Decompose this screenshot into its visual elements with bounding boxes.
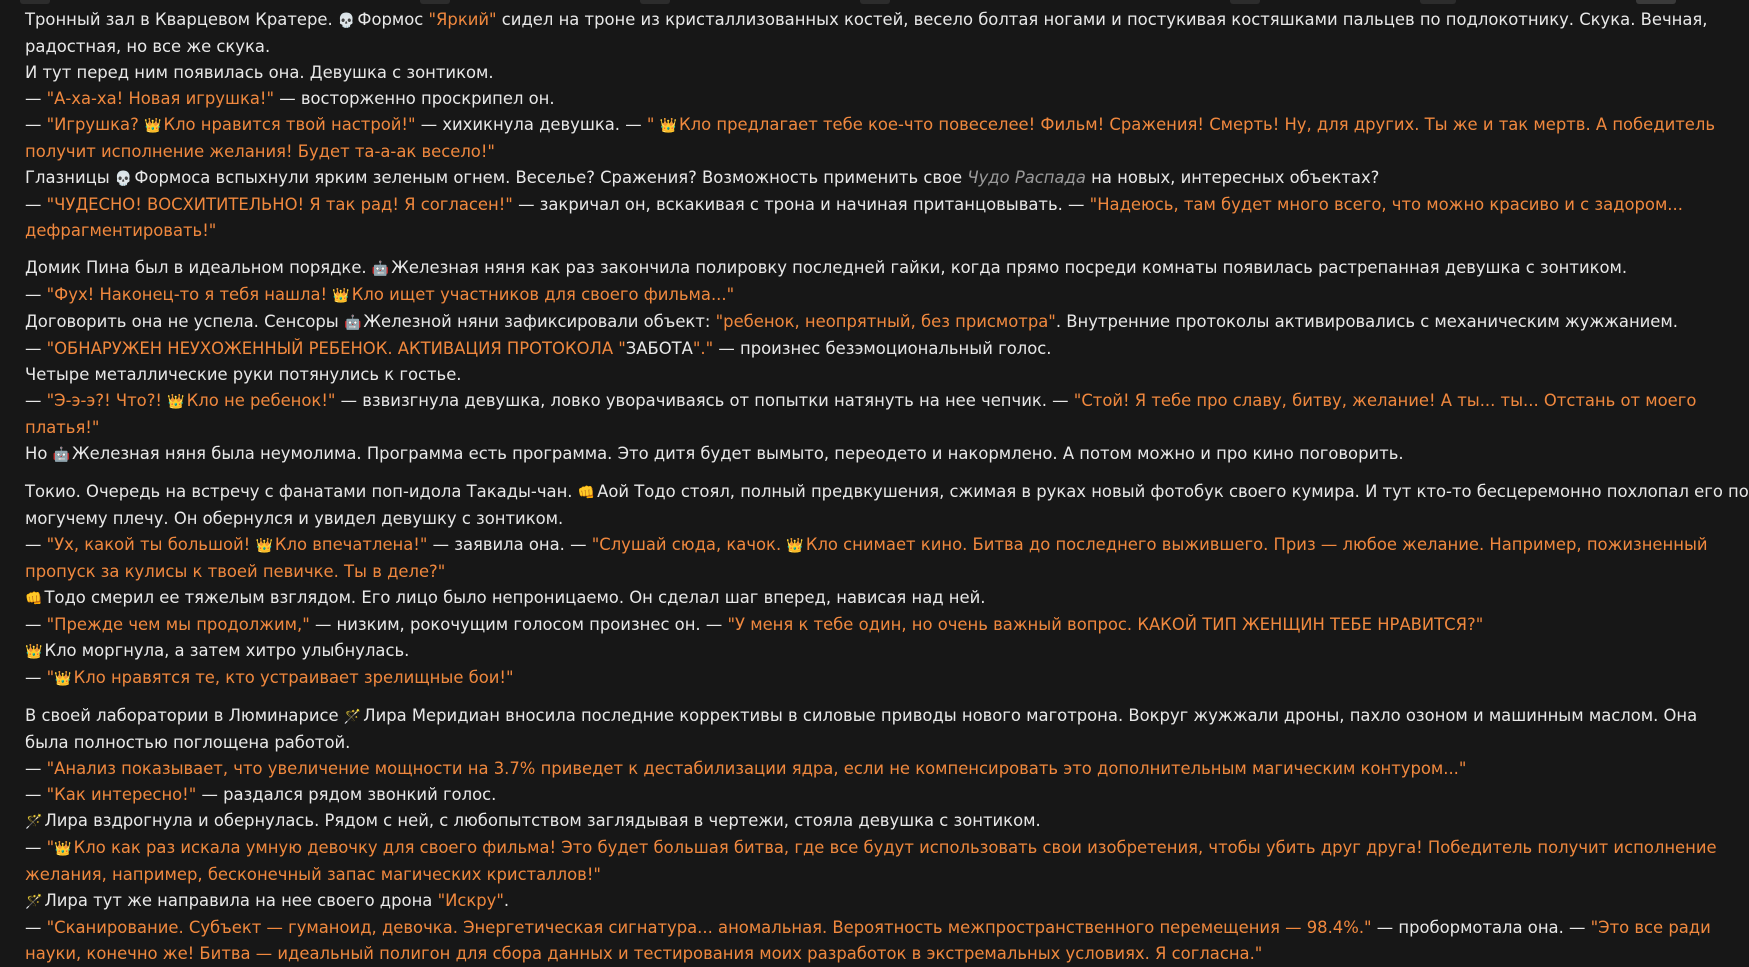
skull-icon: 💀 xyxy=(337,13,356,29)
robot-icon: 🤖 xyxy=(343,315,362,331)
toolbar-icon[interactable] xyxy=(640,0,670,4)
crown-icon: 👑 xyxy=(332,288,350,304)
paragraph: могучему плечу. Он обернулся и увидел девушку с зонтиком. xyxy=(25,509,564,528)
paragraph: Но 🤖 Железная няня была неумолима. Программа есть программа. Это дитя будет вымыто, переодето и накормлено. А потом можно и про кино поговорить. xyxy=(25,441,1705,468)
crown-icon: 👑 xyxy=(54,841,72,857)
paragraph: — "Ух, какой ты большой! 👑 Кло впечатлена!" — заявила она. — "Слушай сюда, качок. 👑 Кло снимает кино. Битва до последнего выжившего. Приз — любое желание. Например, пожизненный xyxy=(25,532,1705,559)
paragraph: Домик Пина был в идеальном порядке. 🤖 Железная няня как раз закончила полировку последней гайки, когда прямо посреди комнаты появилась растрепанная девушка с зонтиком. xyxy=(25,255,1705,282)
paragraph: была полностью поглощена работой. xyxy=(25,733,351,752)
toolbar-icon[interactable] xyxy=(860,0,890,4)
paragraph: — "Фух! Наконец-то я тебя нашла! 👑 Кло ищет участников для своего фильма..." xyxy=(25,282,1705,309)
paragraph: — "ОБНАРУЖЕН НЕУХОЖЕННЫЙ РЕБЕНОК. АКТИВАЦИЯ ПРОТОКОЛА "ЗАБОТА"." — произнес безэмоциональный голос. xyxy=(25,339,1052,358)
crown-icon: 👑 xyxy=(54,671,72,687)
paragraph: — "ЧУДЕСНО! ВОСХИТИТЕЛЬНО! Я так рад! Я согласен!" — закричал он, вскакивая с трона и начиная пританцовывать. — "Надеюсь, там будет много всего, что можно красиво и с задором... xyxy=(25,195,1683,214)
story-text xyxy=(25,7,1749,967)
skull-icon: 💀 xyxy=(114,171,133,187)
paragraph: — "👑 Кло нравятся те, кто устраивает зрелищные бои!" xyxy=(25,665,1705,692)
paragraph: дефрагментировать!" xyxy=(25,221,217,240)
paragraph: — "А-ха-ха! Новая игрушка!" — восторженно проскрипел он. xyxy=(25,89,555,108)
paragraph: 🪄 Лира тут же направила на нее своего дрона "Искру". xyxy=(25,888,1705,915)
paragraph: — "Прежде чем мы продолжим," — низким, рокочущим голосом произнес он. — "У меня к тебе один, но очень важный вопрос. КАКОЙ ТИП ЖЕНЩИН ТЕБЕ НРАВИТСЯ?" xyxy=(25,615,1484,634)
paragraph: — "Игрушка? 👑 Кло нравится твой настрой!" — хихикнула девушка. — " 👑 Кло предлагает тебе кое-что повеселее! Фильм! Сражения! Смерть! Ну, для других. Ты же и так мертв. А победитель xyxy=(25,112,1705,139)
paragraph: Глазницы 💀 Формоса вспыхнули ярким зеленым огнем. Веселье? Сражения? Возможность применить свое Чудо Распада на новых, интересных объектах? xyxy=(25,165,1705,192)
paragraph: — "Сканирование. Субъект — гуманоид, девочка. Энергетическая сигнатура... аномальная. Вероятность межпространственного перемещения — 98.4%." — пробормотала она. — "Это все ради xyxy=(25,918,1711,937)
paragraph: Договорить она не успела. Сенсоры 🤖 Железной няни зафиксировали объект: "ребенок, неопрятный, без присмотра". Внутренние протоколы активировались с механическим жужжанием. xyxy=(25,309,1705,336)
paragraph: — "Э-э-э?! Что?! 👑 Кло не ребенок!" — взвизгнула девушка, ловко уворачиваясь от попытки натянуть на нее чепчик. — "Стой! Я тебе про славу, битву, желание! А ты... ты... Отстань от моего xyxy=(25,388,1705,415)
crown-icon: 👑 xyxy=(659,118,678,134)
toolbar-remnant xyxy=(0,0,1727,6)
robot-icon: 🤖 xyxy=(52,447,71,463)
paragraph: 👊 Тодо смерил ее тяжелым взглядом. Его лицо было непроницаемо. Он сделал шаг вперед, нависая над ней. xyxy=(25,585,1705,612)
toolbar-icon[interactable] xyxy=(1230,0,1260,4)
paragraph: науки, конечно же! Битва — идеальный полигон для сбора данных и тестирования моих разработок в экстремальных условиях. Я согласна." xyxy=(25,944,1263,963)
crown-icon: 👑 xyxy=(144,118,162,134)
paragraph: — "Анализ показывает, что увеличение мощности на 3.7% приведет к дестабилизации ядра, если не компенсировать это дополнительным магическим контуром..." xyxy=(25,759,1467,778)
paragraph: — "👑 Кло как раз искала умную девочку для своего фильма! Это будет большая битва, где все будут использовать свои изобретения, чтобы убить друг друга! Победитель получит исполнение xyxy=(25,835,1705,862)
crown-icon: 👑 xyxy=(25,644,43,660)
wand-icon: 🪄 xyxy=(25,894,43,910)
fist-icon: 👊 xyxy=(577,485,596,501)
paragraph: — "Как интересно!" — раздался рядом звонкий голос. xyxy=(25,785,497,804)
paragraph: И тут перед ним появилась она. Девушка с зонтиком. xyxy=(25,63,494,82)
paragraph: Тронный зал в Кварцевом Кратере. 💀 Формос "Яркий" сидел на троне из кристаллизованных костей, весело болтая ногами и постукивая костяшками пальцев по подлокотнику. Скука. Вечная, xyxy=(25,7,1705,34)
wand-icon: 🪄 xyxy=(25,814,43,830)
paragraph: желания, например, бесконечный запас магических кристаллов!" xyxy=(25,865,601,884)
paragraph: радостная, но все же скука. xyxy=(25,37,271,56)
toolbar-icon[interactable] xyxy=(20,0,50,4)
toolbar-icon[interactable] xyxy=(1420,0,1456,4)
paragraph: платья!" xyxy=(25,418,100,437)
wand-icon: 🪄 xyxy=(343,709,362,725)
paragraph: пропуск за кулисы к твоей певичке. Ты в деле?" xyxy=(25,562,446,581)
crown-icon: 👑 xyxy=(255,538,273,554)
toolbar-button[interactable] xyxy=(1636,0,1676,4)
paragraph: В своей лаборатории в Люминарисе 🪄 Лира Меридиан вносила последние коррективы в силовые приводы нового маготрона. Вокруг жужжали дроны, пахло озоном и машинным маслом. Она xyxy=(25,703,1705,730)
robot-icon: 🤖 xyxy=(371,261,390,277)
crown-icon: 👑 xyxy=(786,538,804,554)
paragraph: получит исполнение желания! Будет та-а-ак весело!" xyxy=(25,142,495,161)
paragraph: 👑 Кло моргнула, а затем хитро улыбнулась. xyxy=(25,638,1705,665)
paragraph: 🪄 Лира вздрогнула и обернулась. Рядом с ней, с любопытством заглядывая в чертежи, стояла девушка с зонтиком. xyxy=(25,808,1705,835)
paragraph: Токио. Очередь на встречу с фанатами поп-идола Такады-чан. 👊 Аой Тодо стоял, полный предвкушения, сжимая в руках новый фотобук своего кумира. И тут кто-то бесцеремонно похлопал его по xyxy=(25,479,1705,506)
toolbar-icon[interactable] xyxy=(420,0,450,4)
paragraph: Четыре металлические руки потянулись к гостье. xyxy=(25,365,462,384)
fist-icon: 👊 xyxy=(25,591,43,607)
crown-icon: 👑 xyxy=(167,394,185,410)
